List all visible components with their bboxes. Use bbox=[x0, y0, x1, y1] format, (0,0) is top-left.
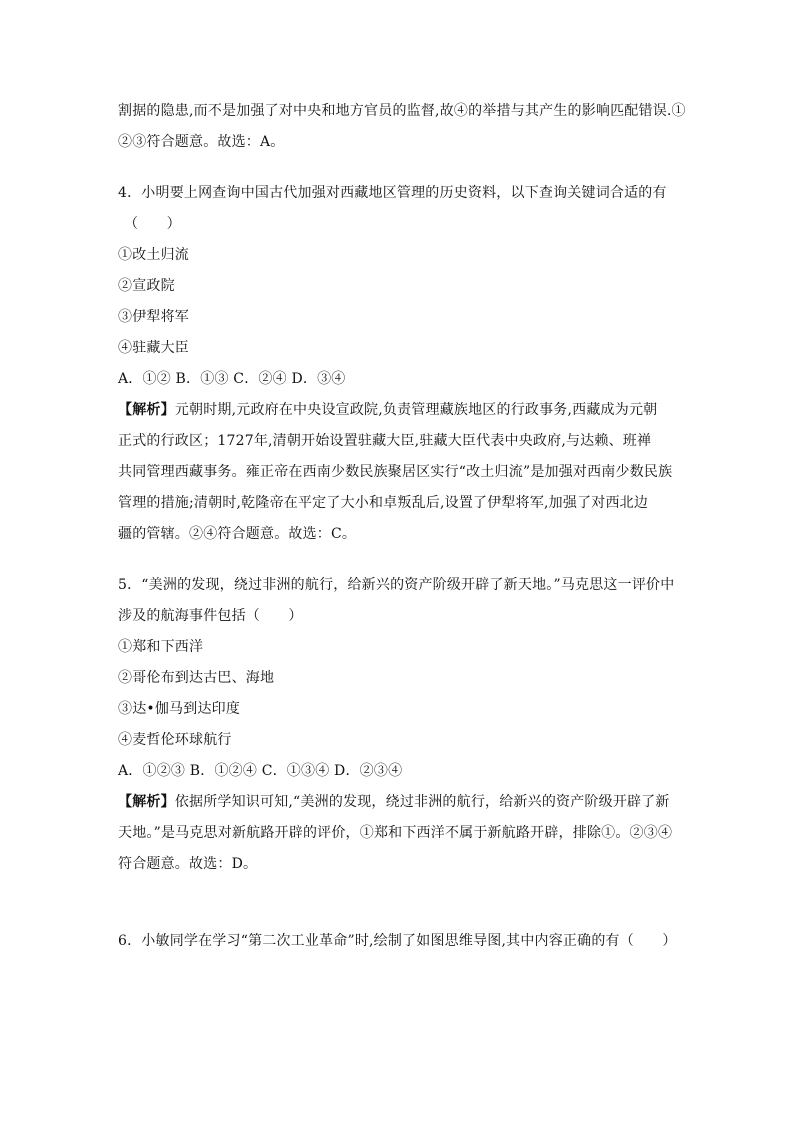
question-item: ④麦哲伦环球航行 bbox=[118, 732, 232, 748]
analysis-line: 管理的措施;清朝时,乾隆帝在平定了大小和卓叛乱后,设置了伊犁将军,加强了对西北边 bbox=[118, 495, 649, 511]
analysis-line: 疆的管辖。②④符合题意。故选：C。 bbox=[118, 526, 357, 542]
question-stem-blank: （ ） bbox=[124, 216, 181, 232]
question-stem: 5．“美洲的发现，绕过非洲的航行，给新兴的资产阶级开辟了新天地。”马克思这一评价中 bbox=[118, 577, 675, 593]
analysis-line: 正式的行政区；1727年,清朝开始设置驻藏大臣,驻藏大臣代表中央政府,与达赖、班禅 bbox=[118, 433, 652, 449]
question-4 bbox=[118, 178, 678, 550]
analysis-line: 共同管理西藏事务。雍正帝在西南少数民族聚居区实行“改土归流”是加强对西南少数民族 bbox=[118, 464, 673, 480]
analysis-line: 天地。”是马克思对新航路开辟的评价，①郑和下西洋不属于新航路开辟，排除①。②③④ bbox=[118, 825, 673, 841]
question-5 bbox=[118, 570, 678, 880]
answer-options: A．①②③ B．①②④ C．①③④ D．②③④ bbox=[118, 763, 403, 779]
answer-options: A．①② B．①③ C．②④ D．③④ bbox=[118, 371, 346, 387]
analysis bbox=[118, 787, 678, 880]
previous-explanation bbox=[118, 96, 686, 158]
question-item: ②哥伦布到达古巴、海地 bbox=[118, 670, 275, 686]
analysis-tag: 【解析】 bbox=[118, 402, 175, 418]
question-stem: 涉及的航海事件包括（ ） bbox=[118, 608, 303, 624]
analysis-line: 符合题意。故选：D。 bbox=[118, 856, 258, 872]
analysis-tag: 【解析】 bbox=[118, 794, 175, 810]
analysis-line: 元朝时期,元政府在中央设宣政院,负责管理藏族地区的行政事务,西藏成为元朝 bbox=[174, 402, 658, 418]
question-item: ③伊犁将军 bbox=[118, 309, 189, 325]
question-6 bbox=[118, 926, 678, 957]
question-item: ③达•伽马到达印度 bbox=[118, 701, 241, 717]
analysis bbox=[118, 395, 678, 550]
question-item: ②宣政院 bbox=[118, 278, 175, 294]
question-item: ④驻藏大臣 bbox=[118, 340, 189, 356]
question-stem: 4．小明要上网查询中国古代加强对西藏地区管理的历史资料，以下查询关键词合适的有 bbox=[118, 185, 667, 201]
question-item: ①改土归流 bbox=[118, 247, 189, 263]
document-page bbox=[118, 96, 686, 957]
explanation-line: 割据的隐患,而不是加强了对中央和地方官员的监督,故④的举措与其产生的影响匹配错误.① bbox=[118, 103, 686, 119]
explanation-line: ②③符合题意。故选：A。 bbox=[118, 134, 285, 150]
analysis-line: 依据所学知识可知,“美洲的发现，绕过非洲的航行，给新兴的资产阶级开辟了新 bbox=[174, 794, 670, 810]
question-item: ①郑和下西洋 bbox=[118, 639, 204, 655]
question-stem: 6．小敏同学在学习“第二次工业革命”时,绘制了如图思维导图,其中内容正确的有（ ） bbox=[118, 933, 677, 949]
